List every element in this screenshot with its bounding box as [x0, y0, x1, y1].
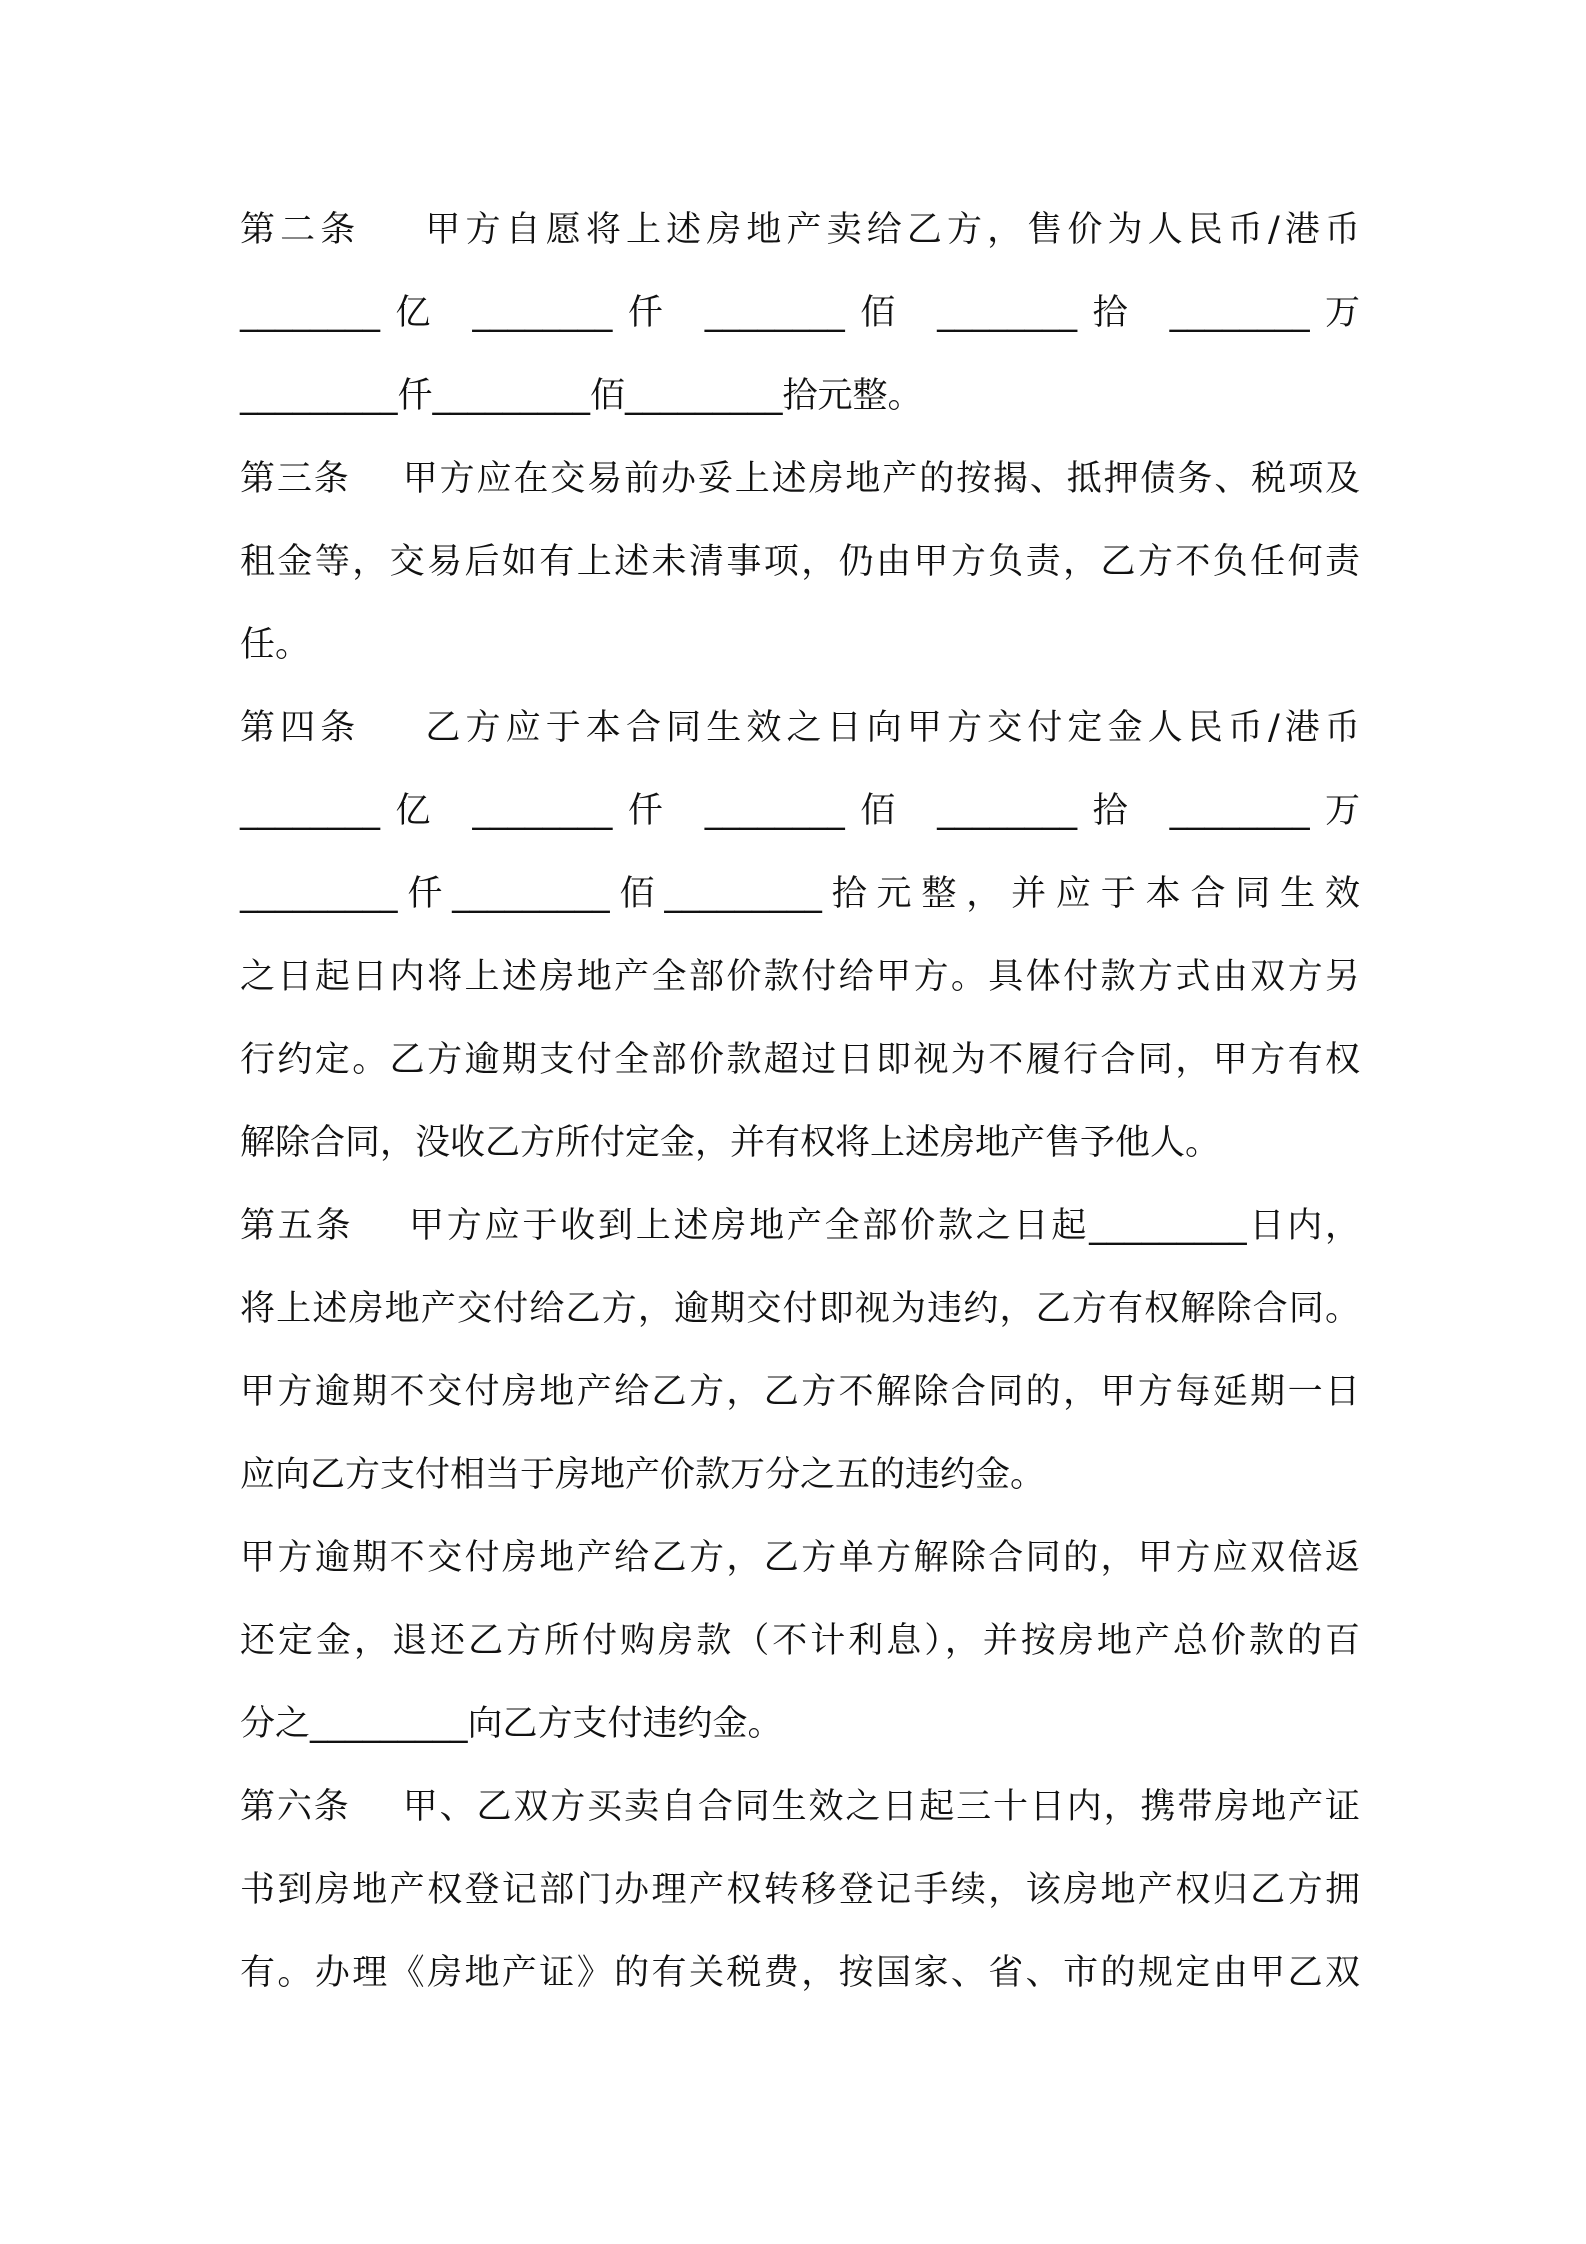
clause-3-line-1: 第三条 甲方应在交易前办妥上述房地产的按揭、抵押债务、税项及 — [240, 459, 1360, 499]
clause-4-line-2: ________亿 ________仟 ________佰 ________拾 ________万 — [240, 791, 1360, 831]
clause-3-line-2: 租金等，交易后如有上述未清事项，仍由甲方负责，乙方不负任何责 — [240, 542, 1360, 582]
clause-4-line-5: 行约定。乙方逾期支付全部价款超过日即视为不履行合同，甲方有权 — [240, 1040, 1360, 1080]
clause-5-para-2-line-2: 还定金，退还乙方所付购房款（不计利息），并按房地产总价款的百 — [240, 1621, 1360, 1661]
clause-2-line-2: ________亿 ________仟 ________佰 ________拾 ________万 — [240, 293, 1360, 333]
clause-5-line-2: 将上述房地产交付给乙方，逾期交付即视为违约，乙方有权解除合同。 — [240, 1289, 1360, 1329]
clause-2-line-1: 第二条 甲方自愿将上述房地产卖给乙方，售价为人民币/港币 — [240, 210, 1360, 250]
clause-4-line-1: 第四条 乙方应于本合同生效之日向甲方交付定金人民币/港币 — [240, 708, 1360, 748]
clause-4-line-3: _________仟_________佰_________拾元整，并应于本合同生效 — [240, 874, 1360, 914]
clause-6-line-2: 书到房地产权登记部门办理产权转移登记手续，该房地产权归乙方拥 — [240, 1870, 1360, 1910]
document-page — [240, 0, 1360, 2244]
clause-5-line-1: 第五条 甲方应于收到上述房地产全部价款之日起_________日内， — [240, 1206, 1360, 1246]
clause-2-line-3: _________仟_________佰_________拾元整。 — [240, 376, 923, 416]
clause-5-para-2-line-3: 分之_________向乙方支付违约金。 — [240, 1704, 783, 1744]
clause-6-line-1: 第六条 甲、乙双方买卖自合同生效之日起三十日内，携带房地产证 — [240, 1787, 1360, 1827]
clause-3-line-3: 任。 — [240, 625, 311, 665]
clause-4-line-4: 之日起日内将上述房地产全部价款付给甲方。具体付款方式由双方另 — [240, 957, 1360, 997]
clause-5-line-3: 甲方逾期不交付房地产给乙方，乙方不解除合同的，甲方每延期一日 — [240, 1372, 1360, 1412]
clause-5-line-4: 应向乙方支付相当于房地产价款万分之五的违约金。 — [240, 1455, 1046, 1495]
clause-4-line-6: 解除合同，没收乙方所付定金，并有权将上述房地产售予他人。 — [240, 1123, 1221, 1163]
clause-5-para-2-line-1: 甲方逾期不交付房地产给乙方，乙方单方解除合同的，甲方应双倍返 — [240, 1538, 1360, 1578]
clause-6-line-3: 有。办理《房地产证》的有关税费，按国家、省、市的规定由甲乙双 — [240, 1953, 1360, 1993]
